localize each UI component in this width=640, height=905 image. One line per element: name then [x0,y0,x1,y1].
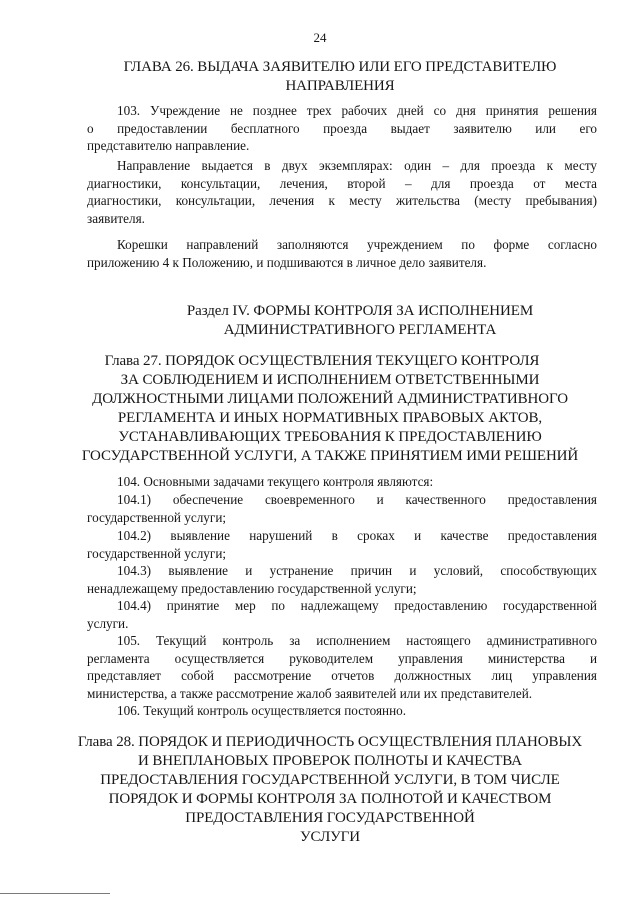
text-line: регламента осуществляется руководителем управления министерства и [87,650,597,666]
text-line: государственной услуги; [87,509,227,525]
heading-line: УСЛУГИ [300,829,360,845]
text-line: приложению 4 к Положению, и подшиваются в личное дело заявителя. [87,254,487,270]
paragraph-104-4 [87,597,597,632]
heading-line: ДОЛЖНОСТНЫМИ ЛИЦАМИ ПОЛОЖЕНИЙ АДМИНИСТРАТИВНОГО [92,391,568,407]
heading-line: И ВНЕПЛАНОВЫХ ПРОВЕРОК ПОЛНОТЫ И КАЧЕСТВА [138,753,522,769]
paragraph-103-issuance [87,157,597,227]
page-number: 24 [313,30,327,45]
paragraph-104-1 [87,491,597,526]
text-line: о предоставлении бесплатного проезда выдает заявителю или его [87,120,597,136]
paragraph-104-3 [87,562,597,597]
text-line: 104. Основными задачами текущего контроля являются: [117,474,434,489]
footer-divider [0,893,110,894]
heading-line: Глава 27. ПОРЯДОК ОСУЩЕСТВЛЕНИЯ ТЕКУЩЕГО КОНТРОЛЯ [104,353,540,369]
text-line: ненадлежащему предоставлению государственной услуги; [87,580,417,596]
text-line: Направление выдается в двух экземплярах: один – для проезда к месту [117,158,597,173]
chapter-28-heading [20,733,640,847]
heading-line: Глава 28. ПОРЯДОК И ПЕРИОДИЧНОСТЬ ОСУЩЕСТВЛЕНИЯ ПЛАНОВЫХ [77,734,583,750]
text-line: 104.2) выявление нарушений в сроках и качестве предоставления [117,528,597,543]
heading-line: ПРЕДОСТАВЛЕНИЯ ГОСУДАРСТВЕННОЙ УСЛУГИ, В ТОМ ЧИСЛЕ [100,772,560,788]
text-line: услуги. [87,615,129,631]
paragraph-104-2 [87,527,597,562]
paragraph-103 [87,102,597,155]
paragraph-105 [87,632,597,702]
text-line: 106. Текущий контроль осуществляется постоянно. [117,703,407,718]
heading-line: РЕГЛАМЕНТА И ИНЫХ НОРМАТИВНЫХ ПРАВОВЫХ АКТОВ, [117,410,543,426]
paragraph-103-stubs [87,236,597,271]
section-4-heading [60,302,640,340]
text-line: 104.3) выявление и устранение причин и условий, способствующих [117,563,597,578]
chapter-26-heading [40,58,640,96]
text-line: министерства, а также рассмотрение жалоб заявителей или их представителей. [87,685,533,701]
text-line: представителю направление. [87,138,250,154]
text-line: 103. Учреждение не позднее трех рабочих дней со дня принятия решения [117,103,597,118]
paragraph-104 [87,473,597,491]
heading-line: Раздел IV. ФОРМЫ КОНТРОЛЯ ЗА ИСПОЛНЕНИЕМ [186,303,534,319]
heading-line: УСТАНАВЛИВАЮЩИХ ТРЕБОВАНИЯ К ПРЕДОСТАВЛЕНИЮ [118,429,542,445]
heading-line: ЗА СОБЛЮДЕНИЕМ И ИСПОЛНЕНИЕМ ОТВЕТСТВЕННЫМИ [120,372,540,388]
heading-line: АДМИНИСТРАТИВНОГО РЕГЛАМЕНТА [223,322,497,338]
text-line: диагностики, консультации, лечения к месту жительства (месту пребывания) [87,193,597,209]
text-line: заявителя. [87,210,145,226]
heading-line: ПРЕДОСТАВЛЕНИЯ ГОСУДАРСТВЕННОЙ [185,810,475,826]
chapter-27-heading [20,352,640,466]
heading-line: НАПРАВЛЕНИЯ [285,78,395,94]
text-line: 104.1) обеспечение своевременного и качественного предоставления [117,492,597,507]
text-line: диагностики, консультации, лечения, второй – для проезда от места [87,175,597,191]
text-line: 105. Текущий контроль за исполнением настоящего административного [117,633,597,648]
heading-line: ГОСУДАРСТВЕННОЙ УСЛУГИ, А ТАКЖЕ ПРИНЯТИЕМ ИМИ РЕШЕНИЙ [81,448,579,464]
text-line: 104.4) принятие мер по надлежащему предоставлению государственной [117,598,597,613]
text-line: Корешки направлений заполняются учреждением по форме согласно [117,237,597,252]
text-line: представляет собой рассмотрение отчетов должностных лиц управления [87,668,597,684]
paragraph-106 [87,702,597,720]
heading-line: ПОРЯДОК И ФОРМЫ КОНТРОЛЯ ЗА ПОЛНОТОЙ И КАЧЕСТВОМ [108,791,552,807]
text-line: государственной услуги; [87,545,227,561]
heading-line: ГЛАВА 26. ВЫДАЧА ЗАЯВИТЕЛЮ ИЛИ ЕГО ПРЕДСТАВИТЕЛЮ [123,59,557,75]
